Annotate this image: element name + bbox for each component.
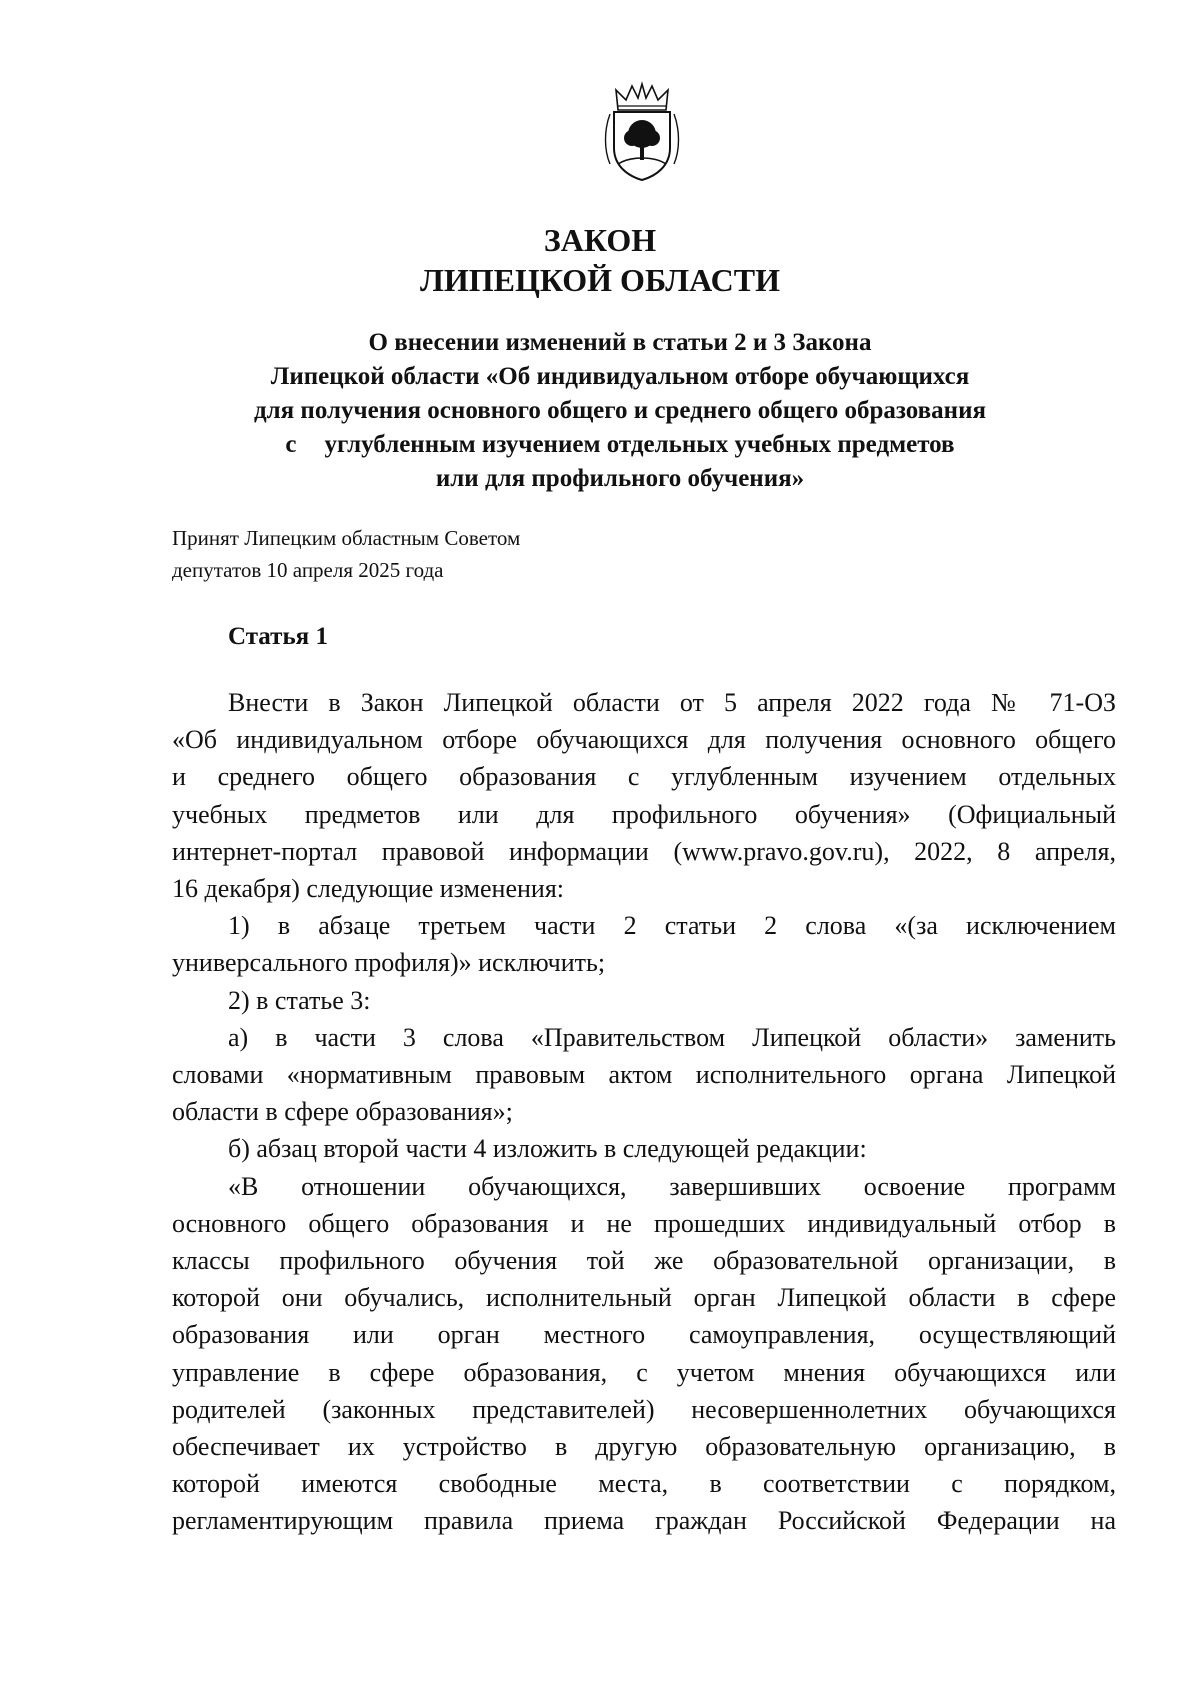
- body-line: б) абзац второй части 4 изложить в следующей редакции:: [228, 1134, 867, 1164]
- body-line: «В отношении обучающихся, завершивших освоение программ: [228, 1171, 1116, 1201]
- body-line: управление в сфере образования, с учетом мнения обучающихся или: [172, 1357, 1116, 1387]
- body-line: области в сфере образования»;: [172, 1097, 513, 1127]
- body-line: универсального профиля)» исключить;: [172, 948, 606, 978]
- lipetsk-coat-of-arms-icon: [602, 80, 682, 182]
- adoption-line: депутатов 10 апреля 2025 года: [172, 558, 444, 582]
- body-line: обеспечивает их устройство в другую образовательную организацию, в: [172, 1432, 1116, 1462]
- body-line: Внести в Закон Липецкой области от 5 апреля 2022 года № 71-ОЗ: [228, 688, 1116, 717]
- body-line: 2) в статье 3:: [228, 985, 371, 1015]
- body-line: 1) в абзаце третьем части 2 статьи 2 слова «(за исключением: [228, 911, 1116, 941]
- body-line: которой они обучались, исполнительный орган Липецкой области в сфере: [172, 1283, 1116, 1313]
- subject-line: [140, 428, 1100, 462]
- body-line: и среднего общего образования с углубленным изучением отдельных: [172, 762, 1116, 792]
- article-heading: Статья 1: [228, 623, 328, 650]
- body-line: 16 декабря) следующие изменения:: [172, 874, 565, 904]
- body-line: учебных предметов или для профильного обучения» (Официальный: [172, 799, 1116, 829]
- body-line: интернет-портал правовой информации (www.pravo.gov.ru), 2022, 8 апреля,: [172, 836, 1116, 866]
- subject-line: О внесении изменений в статьи 2 и 3 Закона: [368, 329, 872, 356]
- body-line: «Об индивидуальном отборе обучающихся для получения основного общего: [172, 725, 1116, 755]
- adoption-line: Принят Липецким областным Советом: [172, 526, 521, 550]
- body-line: регламентирующим правила приема граждан Российской Федерации на: [172, 1506, 1116, 1536]
- subject-line: Липецкой области «Об индивидуальном отборе обучающихся: [270, 363, 970, 390]
- law-subject: [140, 326, 1100, 496]
- body-line: которой имеются свободные места, в соответствии с порядком,: [172, 1469, 1116, 1499]
- subject-line-part: с: [285, 431, 297, 458]
- article-body: [172, 684, 1116, 1540]
- adoption-note: [172, 522, 520, 586]
- subject-line: или для профильного обучения»: [435, 465, 805, 492]
- body-line: классы профильного обучения той же образовательной организации, в: [172, 1246, 1116, 1276]
- body-line: основного общего образования и не прошедших индивидуальный отбор в: [172, 1208, 1116, 1238]
- region-title: ЛИПЕЦКОЙ ОБЛАСТИ: [420, 262, 780, 298]
- document-type-title: ЗАКОН: [543, 222, 657, 258]
- body-line: образования или орган местного самоуправления, осуществляющий: [172, 1320, 1116, 1350]
- body-line: родителей (законных представителей) несовершеннолетних обучающихся: [172, 1394, 1116, 1424]
- body-line: а) в части 3 слова «Правительством Липецкой области» заменить: [228, 1022, 1116, 1052]
- subject-line-part: углубленным изучением отдельных учебных предметов: [324, 431, 955, 458]
- body-line: словами «нормативным правовым актом исполнительного органа Липецкой: [172, 1060, 1116, 1090]
- subject-line: для получения основного общего и среднего общего образования: [253, 397, 987, 424]
